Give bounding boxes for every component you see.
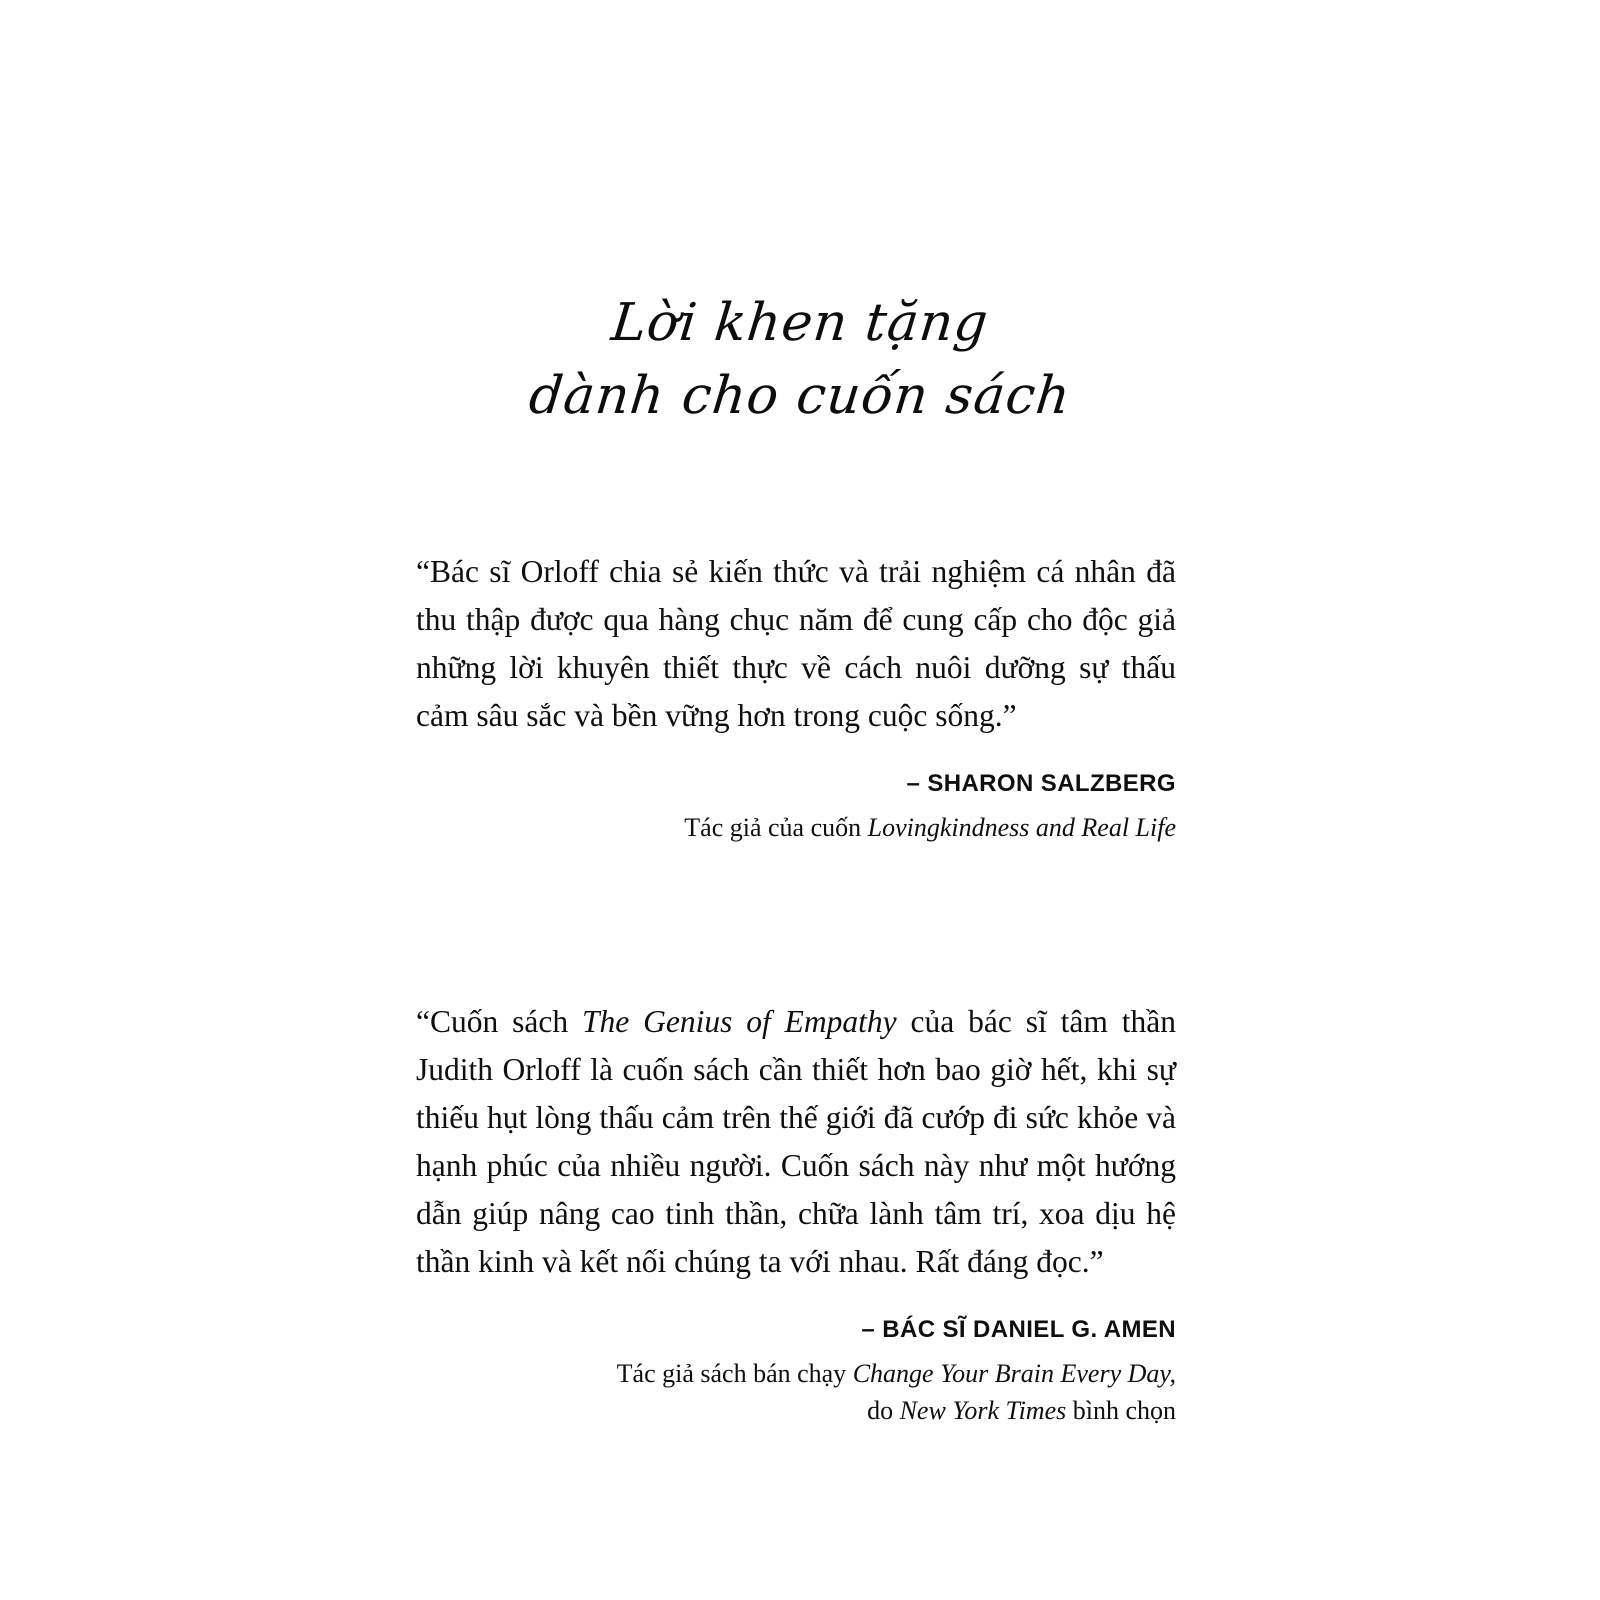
quote-text-part-1: “Bác sĩ Orloff chia sẻ kiến thức và trải nghiệm cá nhân đã thu thập được qua hàng chục năm để cung cấp cho độc giả những lời khuyên thiết thực về cách nuôi dưỡng sự thấu cảm sâu sắc và bền vững hơn trong cuộc sống.”: [416, 554, 1176, 733]
quote-block-amen: [416, 998, 1176, 1429]
quote-text: [416, 998, 1176, 1285]
quote-text: [416, 548, 1176, 740]
attribution-sub-source: New York Times: [899, 1395, 1067, 1425]
attribution-sub-title: Change Your Brain Every Day,: [852, 1358, 1176, 1388]
quote-text-part-1: “Cuốn sách: [416, 1004, 582, 1040]
quote-text-part-2: của bác sĩ tâm thần Judith Orloff là cuốn sách cần thiết hơn bao giờ hết, khi sự thiếu hụt lòng thấu cảm trên thế giới đã cướp đi sức khỏe và hạnh phúc của nhiều người. Cuốn sách này như một hướng dẫn giúp nâng cao tinh thần, chữa lành tâm trí, xoa dịu hệ thần kinh và kết nối chúng ta với nhau. Rất đáng đọc.”: [416, 1004, 1176, 1279]
quote-attribution-name: – SHARON SALZBERG: [906, 769, 1176, 797]
page-title-line-2: dành cho cuốn sách: [526, 365, 1074, 426]
quote-attribution-name: – BÁC SĨ DANIEL G. AMEN: [861, 1315, 1176, 1343]
attribution-sub-source-prefix: do: [867, 1395, 900, 1425]
attribution-sub-source-tail: bình chọn: [1066, 1395, 1176, 1425]
quote-block-salzberg: [416, 548, 1176, 846]
attribution-sub-title: Lovingkindness and Real Life: [867, 812, 1176, 842]
page-title-line-1: Lời khen tặng: [608, 293, 992, 353]
page-title: [0, 290, 1600, 429]
attribution-sub-prefix: Tác giả sách bán chạy: [616, 1358, 853, 1388]
praise-quotes-list: [416, 548, 1176, 1429]
quote-attribution-subtitle: [416, 810, 1176, 847]
quote-text-italic-title: The Genius of Empathy: [582, 1004, 897, 1040]
attribution-sub-prefix: Tác giả của cuốn: [684, 812, 868, 842]
quote-attribution-subtitle: [416, 1356, 1176, 1430]
